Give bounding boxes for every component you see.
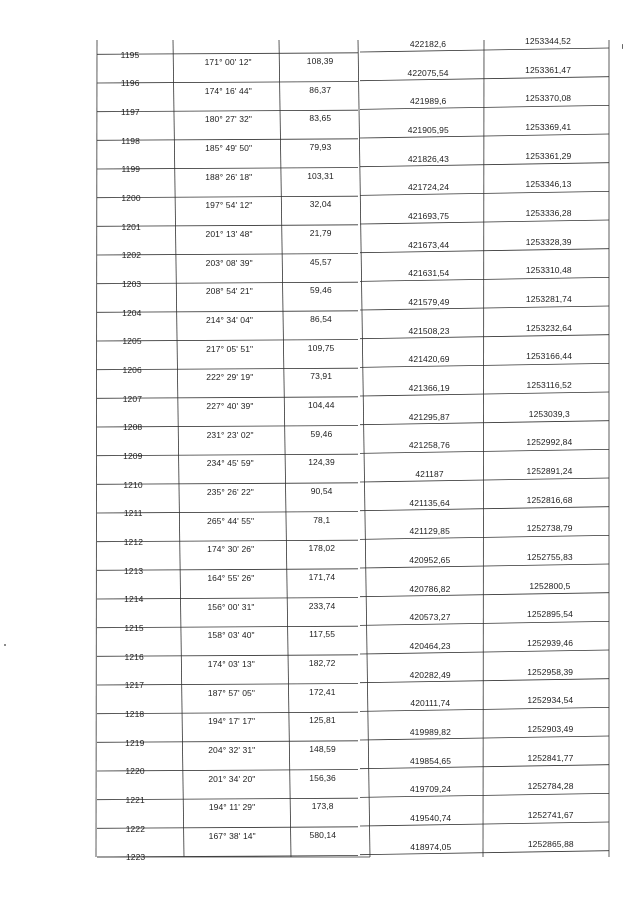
coordinate-y: 1252816,68 [526,494,573,505]
coordinate-x: 421693,75 [408,210,450,221]
row-line [360,650,609,654]
segment-length: 148,59 [309,744,336,755]
direction-angle: 231° 23' 02" [206,429,254,440]
segment-length: 156,36 [309,772,336,783]
row-line [360,851,609,855]
segment-length: 233,74 [308,600,336,611]
coordinate-x: 422182,6 [409,38,447,49]
segment-length: 117,55 [309,629,336,640]
coordinate-y: 1253336,28 [525,207,572,218]
coordinate-x: 421631,54 [408,268,450,279]
coordinate-y: 1252741,67 [527,809,574,820]
point-number: 1220 [125,766,145,777]
direction-angle: 214° 34' 04" [205,315,254,326]
coordinate-y: 1253328,39 [525,236,572,247]
point-number: 1211 [123,508,143,519]
segment-length: 32,04 [309,199,332,210]
direction-angle: 194° 17' 17" [208,716,256,727]
coordinate-y: 1252895,54 [527,609,573,620]
point-number: 1200 [121,193,141,204]
point-number: 1199 [121,164,141,175]
coordinate-y: 1252841,77 [527,752,574,763]
point-number: 1221 [125,795,145,806]
coordinate-y: 1252992,84 [526,437,573,448]
coordinate-y: 1252865,88 [527,838,574,849]
point-number: 1203 [121,279,142,290]
coordinate-x: 420464,23 [409,640,451,651]
direction-angle: 265° 44' 55" [207,515,255,526]
coordinate-y: 1252755,83 [526,551,573,562]
scan-speck [622,44,623,49]
direction-angle: 235° 26' 22" [206,487,254,498]
direction-angle: 174° 30' 26" [207,544,255,555]
coordinate-x: 421989,6 [410,96,447,107]
direction-angle: 174° 16' 44" [204,85,252,96]
direction-angle: 208° 54' 21" [205,286,253,297]
coordinate-y: 1252958,39 [527,666,574,677]
row-line [360,163,609,167]
segment-length: 124,39 [308,457,335,468]
coordinate-y: 1252891,24 [526,465,573,476]
point-number: 1216 [124,651,144,662]
point-number: 1201 [121,221,141,232]
row-line [360,421,609,425]
direction-angle: 185° 49' 50" [205,143,253,154]
coordinate-x: 421258,76 [408,440,450,451]
row-line [360,478,609,482]
coordinate-x: 419854,65 [409,755,452,766]
coordinate-x: 421673,44 [408,239,450,250]
segment-length: 109,75 [307,342,335,353]
coordinate-y: 1253116,52 [526,379,572,390]
row-line [360,822,609,826]
column-line [173,40,184,857]
row-line [360,77,609,81]
direction-angle: 180° 27' 32" [204,114,252,125]
row-line [360,621,609,625]
coordinate-x: 419989,82 [409,726,451,737]
segment-length: 73,91 [310,371,333,382]
coordinate-x: 420952,65 [409,554,451,565]
coordinate-x: 421420,69 [408,354,450,365]
point-number: 1217 [124,680,145,691]
coordinate-x: 418974,05 [410,841,452,852]
coordinate-x: 420282,49 [409,669,451,680]
coordinate-y: 1252784,28 [527,781,574,792]
row-line [360,48,609,52]
segment-length: 45,57 [309,256,332,267]
segment-length: 79,93 [309,142,332,153]
coordinate-x: 420786,82 [409,583,451,594]
coordinate-x: 421579,49 [408,296,450,307]
direction-angle: 187° 57' 05" [207,687,255,698]
coordinate-y: 1253361,29 [525,150,572,161]
segment-length: 108,39 [306,56,334,67]
coordinate-y: 1253370,08 [525,93,572,104]
coordinate-x: 421295,87 [408,411,450,422]
row-line [360,363,609,367]
segment-length: 173,8 [311,801,334,812]
row-line [360,277,609,281]
direction-angle: 171° 00' 12" [204,57,252,68]
point-number: 1219 [125,737,145,748]
segment-length: 172,41 [308,686,336,697]
coordinate-y: 1253281,74 [525,293,572,304]
row-line [360,306,609,310]
segment-length: 178,02 [308,543,336,554]
segment-length: 125,81 [309,715,336,726]
coordinate-x: 420111,74 [410,698,451,709]
row-line [360,105,609,109]
coordinate-y: 1253166,44 [526,351,573,362]
segment-length: 104,44 [307,400,335,411]
row-line [360,736,609,740]
point-number: 1223 [125,852,146,863]
row-line [360,593,609,597]
direction-angle: 164° 55' 26" [207,573,255,584]
segment-length: 90,54 [310,486,333,497]
segment-length: 86,37 [309,84,332,95]
segment-length: 103,31 [307,170,334,181]
row-line [360,564,609,568]
coordinate-y: 1253369,41 [525,121,572,132]
coordinate-x: 421724,24 [407,182,450,193]
point-number: 1213 [123,565,144,576]
column-line [358,40,370,857]
coordinate-x: 421905,95 [407,124,449,135]
segment-length: 83,65 [309,113,332,124]
coordinate-y: 1253039,3 [528,408,570,419]
row-line [360,220,609,224]
direction-angle: 201° 13' 48" [205,229,253,240]
coordinate-y: 1252738,79 [526,523,573,534]
point-number: 1196 [120,78,140,89]
column-line [96,40,97,857]
segment-length: 21,79 [309,228,332,239]
coordinate-y: 1253310,48 [525,265,572,276]
coordinate-y: 1252934,54 [527,695,574,706]
direction-angle: 204° 32' 31" [208,745,256,756]
point-number: 1212 [123,537,144,548]
column-line [279,40,291,857]
scan-speck [4,644,6,646]
point-number: 1195 [120,49,140,60]
segment-length: 78,1 [313,514,331,525]
row-line [360,765,609,769]
coordinate-y: 1253232,64 [526,322,572,333]
coordinate-x: 421129,85 [409,526,450,537]
direction-angle: 217° 05' 51" [206,343,254,354]
direction-angle: 174° 03' 13" [207,659,255,670]
segment-length: 171,74 [308,572,336,583]
row-line [360,392,609,396]
point-number: 1209 [123,451,143,462]
coordinate-x: 422075,54 [407,67,449,78]
point-number: 1208 [122,422,143,433]
coordinate-x: 421508,23 [408,325,450,336]
coordinate-y: 1253361,47 [525,64,572,75]
coordinate-y: 1252939,46 [527,637,574,648]
direction-angle: 227° 40' 39" [206,401,254,412]
column-line [483,40,484,857]
point-number: 1218 [124,709,145,720]
coordinate-x: 421826,43 [407,153,449,164]
direction-angle: 194° 11' 29" [208,802,256,813]
point-number: 1204 [122,307,142,318]
coordinate-y: 1252903,49 [527,723,574,734]
coordinate-x: 420573,27 [409,612,451,623]
row-line [360,679,609,683]
point-number: 1205 [122,336,142,347]
direction-angle: 234° 45' 59" [206,458,254,469]
row-line [360,507,609,511]
row-line [360,191,609,195]
coordinate-x: 421187 [415,468,444,479]
row-line [360,449,609,453]
row-line [360,707,609,711]
coordinate-y: 1253346,13 [525,179,572,190]
direction-angle: 201° 34' 20" [208,773,256,784]
point-number: 1214 [124,594,144,605]
point-number: 1197 [121,107,140,118]
segment-length: 86,54 [310,314,332,325]
row-line [360,134,609,138]
coordinate-y: 1252800,5 [529,580,571,591]
direction-angle: 167° 38' 14" [208,831,256,842]
direction-angle: 197° 54' 12" [205,200,253,211]
row-line [360,335,609,339]
row-line [360,535,609,539]
coordinate-x: 421135,64 [409,497,450,508]
segment-length: 182,72 [308,658,336,669]
coordinate-x: 419540,74 [410,812,452,823]
point-number: 1198 [121,135,140,146]
segment-length: 580,14 [309,830,337,841]
point-number: 1222 [125,823,146,834]
coordinate-y: 1253344,52 [525,35,571,46]
row-line [360,793,609,797]
row-line [360,249,609,253]
direction-angle: 156° 00' 31" [207,601,255,612]
direction-angle: 158° 03' 40" [207,630,255,641]
segment-length: 59,46 [310,285,332,296]
direction-angle: 203° 08' 39" [205,257,253,268]
point-number: 1206 [122,365,142,376]
direction-angle: 222° 29' 19" [206,372,254,383]
direction-angle: 188° 26' 18" [205,171,253,182]
segment-length: 59,46 [310,428,333,439]
point-number: 1207 [122,393,143,404]
point-number: 1210 [123,479,143,490]
point-number: 1202 [121,250,142,261]
point-number: 1215 [124,623,144,634]
coordinate-x: 419709,24 [410,784,452,795]
coordinate-x: 421366,19 [408,382,450,393]
